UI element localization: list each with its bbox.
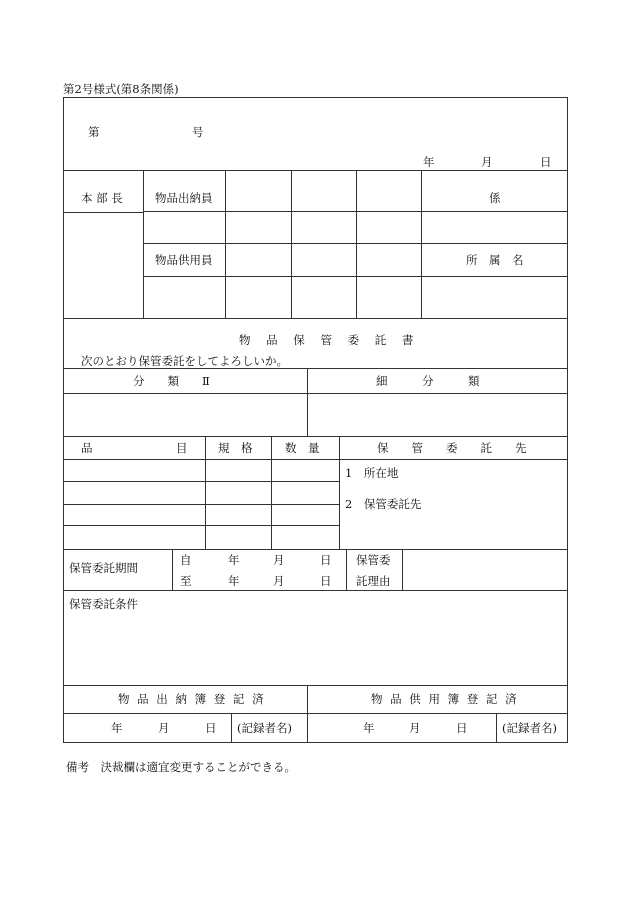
period-label: 保管委託期間 [69, 561, 138, 575]
supply-ledger-label: 物 品 供 用 簿 登 記 済 [371, 692, 519, 706]
issuer-label: 物品出納員 [155, 191, 213, 205]
rule [63, 549, 568, 550]
rule [63, 393, 568, 394]
user-label: 物品供用員 [155, 253, 213, 267]
number-suffix: 号 [192, 125, 204, 139]
rule [307, 368, 308, 436]
note: 備考 決裁欄は適宜変更することができる。 [66, 760, 296, 774]
rule [307, 685, 308, 743]
period-from-day: 日 [320, 553, 332, 567]
destination-party: 2 保管委託先 [345, 497, 422, 511]
rule [346, 549, 347, 590]
supply-year: 年 [363, 721, 375, 735]
rule [205, 436, 206, 549]
rule [402, 549, 403, 590]
rule [63, 436, 568, 437]
request-text: 次のとおり保管委託をしてよろしいか。 [81, 354, 288, 368]
issue-day: 日 [205, 721, 217, 735]
subcategory-label: 細 分 類 [376, 374, 480, 388]
period-from: 自 [180, 553, 192, 567]
rule [63, 459, 568, 460]
qty-label: 数 量 [285, 441, 320, 455]
conditions-label: 保管委託条件 [69, 597, 138, 611]
period-to: 至 [180, 574, 192, 588]
issue-recorder: (記録者名) [237, 721, 292, 735]
rule [356, 170, 357, 318]
rule [421, 170, 422, 318]
rule [63, 685, 568, 686]
period-from-month: 月 [273, 553, 285, 567]
issue-year: 年 [111, 721, 123, 735]
period-to-month: 月 [273, 574, 285, 588]
head-label: 本 部 長 [81, 191, 123, 205]
rule [63, 170, 568, 171]
rule [271, 436, 272, 549]
spec-label: 規 格 [218, 441, 253, 455]
category-label: 分 類 Ⅱ [133, 374, 210, 388]
reason-label-2: 託理由 [356, 574, 391, 588]
supply-day: 日 [456, 721, 468, 735]
number-prefix: 第 [88, 125, 100, 139]
period-to-day: 日 [320, 574, 332, 588]
rule [63, 318, 568, 319]
issue-ledger-label: 物 品 出 納 簿 登 記 済 [118, 692, 266, 706]
supply-recorder: (記録者名) [502, 721, 557, 735]
reason-label-1: 保管委 [356, 553, 391, 567]
document-title: 物 品 保 管 委 託 書 [239, 333, 420, 347]
supply-month: 月 [409, 721, 421, 735]
item-label-b: 目 [176, 441, 188, 455]
date-day: 日 [540, 155, 552, 169]
destination-label: 保 管 委 託 先 [377, 441, 527, 455]
staff-label: 係 [489, 191, 501, 205]
period-from-year: 年 [228, 553, 240, 567]
rule [291, 170, 292, 318]
rule [63, 212, 143, 213]
item-label-a: 品 [81, 441, 93, 455]
rule [231, 713, 232, 743]
rule [63, 525, 339, 526]
rule [225, 170, 226, 318]
date-month: 月 [481, 155, 493, 169]
destination-location: 1 所在地 [345, 466, 399, 480]
rule [496, 713, 497, 743]
affiliation-label: 所 属 名 [466, 253, 524, 267]
form-label: 第2号様式(第8条関係) [63, 82, 179, 96]
rule [63, 590, 568, 591]
rule [63, 368, 568, 369]
period-to-year: 年 [228, 574, 240, 588]
date-year: 年 [423, 155, 435, 169]
rule [63, 504, 339, 505]
rule [172, 549, 173, 590]
rule [63, 713, 568, 714]
issue-month: 月 [158, 721, 170, 735]
rule [143, 170, 144, 318]
rule [63, 481, 339, 482]
rule [339, 436, 340, 549]
